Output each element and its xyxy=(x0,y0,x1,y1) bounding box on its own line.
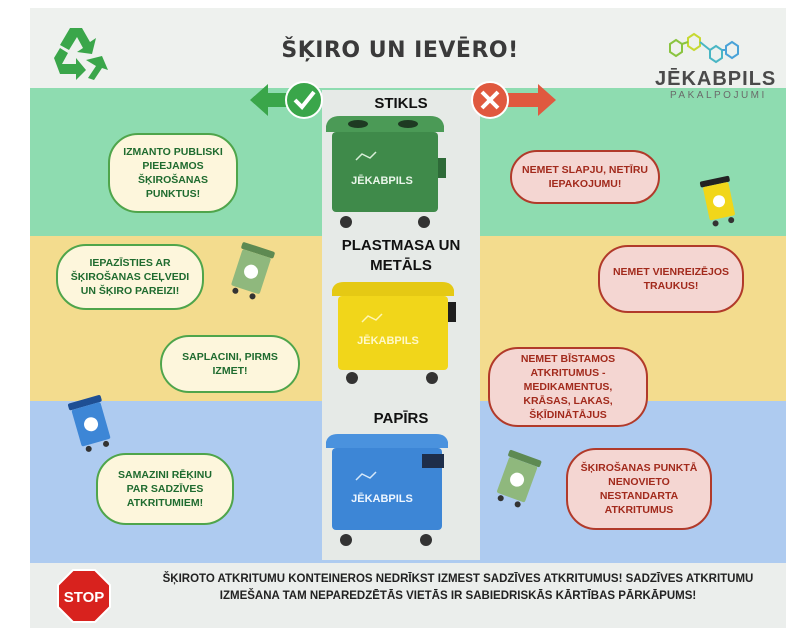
poster xyxy=(30,8,786,628)
recycle-icon xyxy=(46,22,110,86)
do-item-flatten: SAPLACINI, PIRMS IZMET! xyxy=(160,335,300,393)
dont-item-hazardous: NEMET BĪSTAMOS ATKRITUMUS - MEDIKAMENTUS, KRĀSAS, LAKAS, ŠĶĪDINĀTĀJUS xyxy=(488,347,648,427)
dont-item-dirty-packaging: NEMET SLAPJU, NETĪRU IEPAKOJUMU! xyxy=(510,150,660,204)
dont-item-disposable: NEMET VIENREIZĒJOS TRAUKUS! xyxy=(598,245,744,313)
dont-item-non-standard: ŠĶIROŠANAS PUNKTĀ NENOVIETO NESTANDARTA ATKRITUMUS xyxy=(566,448,712,530)
stop-warning-text: ŠĶIROTO ATKRITUMU KONTEINEROS NEDRĪKST IZMEST SADZĪVES ATKRITUMUS! SADZĪVES ATKRITUMU IZMEŠANA TAM NEPAREDZĒTĀS VIETĀS IR SABIEDRISKĀS KĀRTĪBAS PĀRKĀPUMS! xyxy=(162,573,754,602)
do-item-guide: IEPAZĪSTIES AR ŠĶIROŠANAS CEĻVEDI UN ŠĶIRO PAREIZI! xyxy=(56,244,204,310)
plastic-bin-brand: JĒKABPILS xyxy=(357,335,419,347)
bin-label-glass: STIKLS xyxy=(374,95,428,112)
bin-label-plastic: PLASTMASA UN METĀLS xyxy=(341,237,461,274)
logo-name: JĒKABPILS xyxy=(655,68,777,90)
plastic-bin-icon xyxy=(328,278,458,388)
paper-bin-icon xyxy=(322,430,452,550)
glass-bin-brand: JĒKABPILS xyxy=(351,175,413,187)
logo-molecule-icon xyxy=(662,28,752,64)
stop-sign-icon xyxy=(56,568,112,624)
page-title: ŠĶIRO UN IEVĒRO! xyxy=(281,38,519,63)
logo-subtitle: PAKALPOJUMI xyxy=(670,90,767,101)
paper-bin-brand: JĒKABPILS xyxy=(351,493,413,505)
do-item-public-points: IZMANTO PUBLISKI PIEEJAMOS ŠĶIROŠANAS PUNKTUS! xyxy=(108,133,238,213)
bin-label-paper: PAPĪRS xyxy=(373,410,429,427)
glass-bin-icon xyxy=(320,112,450,232)
do-item-reduce-bill: SAMAZINI RĒĶINU PAR SADZĪVES ATKRITUMIEM! xyxy=(96,453,234,525)
stop-sign-text: STOP xyxy=(63,589,105,606)
check-icon xyxy=(284,80,324,120)
